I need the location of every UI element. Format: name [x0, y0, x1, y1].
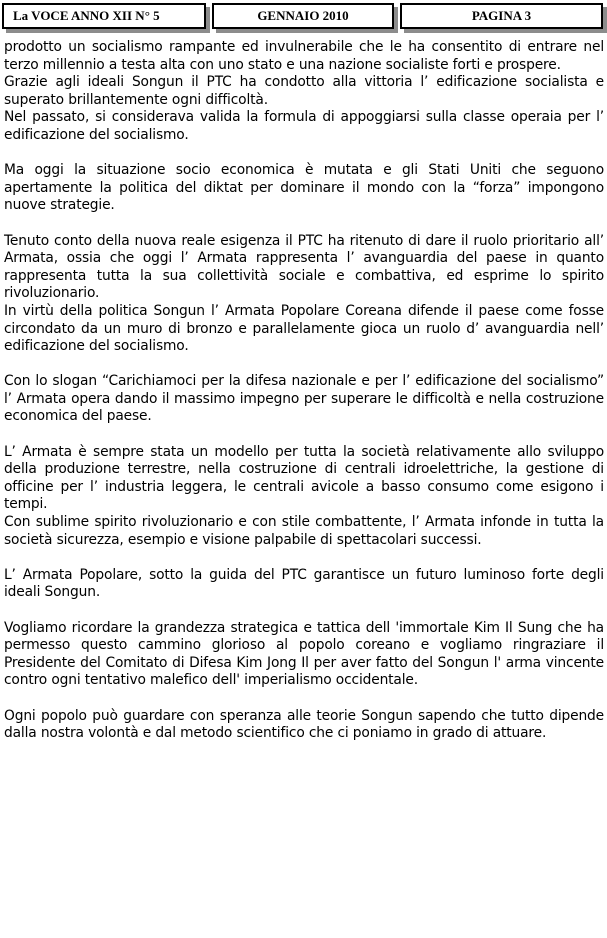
- date-label: GENNAIO 2010: [212, 3, 394, 29]
- paragraph: Grazie agli ideali Songun il PTC ha condotto alla vittoria l’ edificazione socialista e superato brillantemente ogni difficoltà.: [4, 74, 604, 108]
- article-body: [4, 39, 604, 743]
- paragraph: L’ Armata Popolare, sotto la guida del PTC garantisce un futuro luminoso forte degli ideali Songun.: [4, 566, 604, 601]
- paragraph: Nel passato, si considerava valida la formula di appoggiarsi sulla classe operaia per l’ edificazione del socialismo.: [4, 109, 604, 143]
- paragraph: prodotto un socialismo rampante ed invulnerabile che le ha consentito di entrare nel terzo millennio a testa alta con uno stato e una nazione socialiste forti e prospere.: [4, 39, 604, 73]
- paragraph: Ogni popolo può guardare con speranza alle teorie Songun sapendo che tutto dipende dalla nostra volontà e dal metodo scientifico che ci poniamo in grado di attuare.: [4, 707, 604, 742]
- issue-label: La VOCE ANNO XII N° 5: [2, 3, 206, 29]
- paragraph: Tenuto conto della nuova reale esigenza il PTC ha ritenuto di dare il ruolo prioritario all’ Armata, ossia che oggi l’ Armata rappresenta l’ avanguardia del paese in quanto rappresenta tutta la sua collettività sociale e combattiva, ed esprime lo spirito rivoluzionario.: [4, 232, 604, 302]
- paragraph: Ma oggi la situazione socio economica è mutata e gli Stati Uniti che seguono apertamente la politica del diktat per dominare il mondo con la “forza” impongono nuove strategie.: [4, 162, 604, 214]
- paragraph: L’ Armata è sempre stata un modello per tutta la società relativamente allo sviluppo della produzione terrestre, nella costruzione di centrali idroelettriche, la gestione di officine per l’ industria leggera, le centrali avicole a basso consumo come esigono i tempi.: [4, 443, 604, 513]
- paragraph: Vogliamo ricordare la grandezza strategica e tattica dell 'immortale Kim Il Sung che ha permesso questo cammino glorioso al popolo coreano e vogliamo ringraziare il Presidente del Comitato di Difesa Kim Jong Il per aver fatto del Songun l' arma vincente contro ogni tentativo malefico dell' imperialismo occidentale.: [4, 619, 604, 689]
- paragraph: Con sublime spirito rivoluzionario e con stile combattente, l’ Armata infonde in tutta la società sicurezza, esempio e visione palpabile di spettacolari successi.: [4, 514, 604, 548]
- paragraph: In virtù della politica Songun l’ Armata Popolare Coreana difende il paese come fosse circondato da un muro di bronzo e parallelamente gioca un ruolo d’ avanguardia nell’ edificazione del socialismo.: [4, 302, 604, 355]
- page-number-label: PAGINA 3: [400, 3, 603, 29]
- paragraph: Con lo slogan “Carichiamoci per la difesa nazionale e per l’ edificazione del socialismo” l’ Armata opera dando il massimo impegno per superare le difficoltà e nella costruzione economica del paese.: [4, 373, 604, 425]
- page-header: [0, 0, 607, 36]
